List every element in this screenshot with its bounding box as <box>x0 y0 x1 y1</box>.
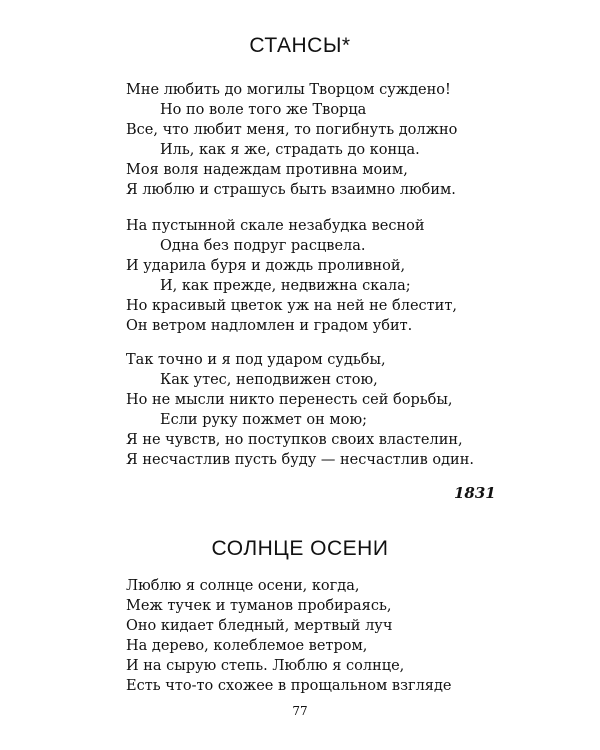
poem-line: Оно кидает бледный, мертвый луч <box>126 618 393 634</box>
poem-line: И ударила буря и дождь проливной, <box>126 258 406 274</box>
poem-line: Моя воля надеждам противна моим, <box>126 162 408 178</box>
poem-line: Есть что-то схожее в прощальном взгляде <box>126 678 452 694</box>
poem-line: Если руку пожмет он мою; <box>160 412 367 428</box>
poem-line: И, как прежде, недвижна скала; <box>160 278 411 294</box>
poem-line: Я не чувств, но поступков своих властелин, <box>126 432 463 448</box>
poem-title-stansy: СТАНСЫ* <box>249 34 351 57</box>
poem-line: На пустынной скале незабудка весной <box>126 218 425 234</box>
poem-line: Я несчастлив пусть буду — несчастлив один. <box>126 452 474 468</box>
poem-line: Но по воле того же Творца <box>160 102 367 118</box>
poem-line: Как утес, неподвижен стою, <box>160 372 378 388</box>
poem-title-solntse-oseni: СОЛНЦЕ ОСЕНИ <box>211 537 389 560</box>
poem-date: 1831 <box>454 484 496 502</box>
poem-line: Мне любить до могилы Творцом суждено! <box>126 82 451 98</box>
poem-line: Но не мысли никто перенесть сей борьбы, <box>126 392 453 408</box>
poem-line: Я люблю и страшусь быть взаимно любим. <box>126 182 456 198</box>
poem-line: И на сырую степь. Люблю я солнце, <box>126 658 405 674</box>
poem-line: На дерево, колеблемое ветром, <box>126 638 368 654</box>
page-number: 77 <box>292 704 308 718</box>
poem-line: Люблю я солнце осени, когда, <box>126 578 360 594</box>
poem-line: Он ветром надломлен и градом убит. <box>126 318 413 334</box>
poem-line: Одна без подруг расцвела. <box>160 238 366 254</box>
poem-line: Но красивый цветок уж на ней не блестит, <box>126 298 457 314</box>
poem-line: Все, что любит меня, то погибнуть должно <box>126 122 458 138</box>
poem-line: Так точно и я под ударом судьбы, <box>126 352 386 368</box>
poem-line: Меж тучек и туманов пробираясь, <box>126 598 392 614</box>
poem-line: Иль, как я же, страдать до конца. <box>160 142 420 158</box>
